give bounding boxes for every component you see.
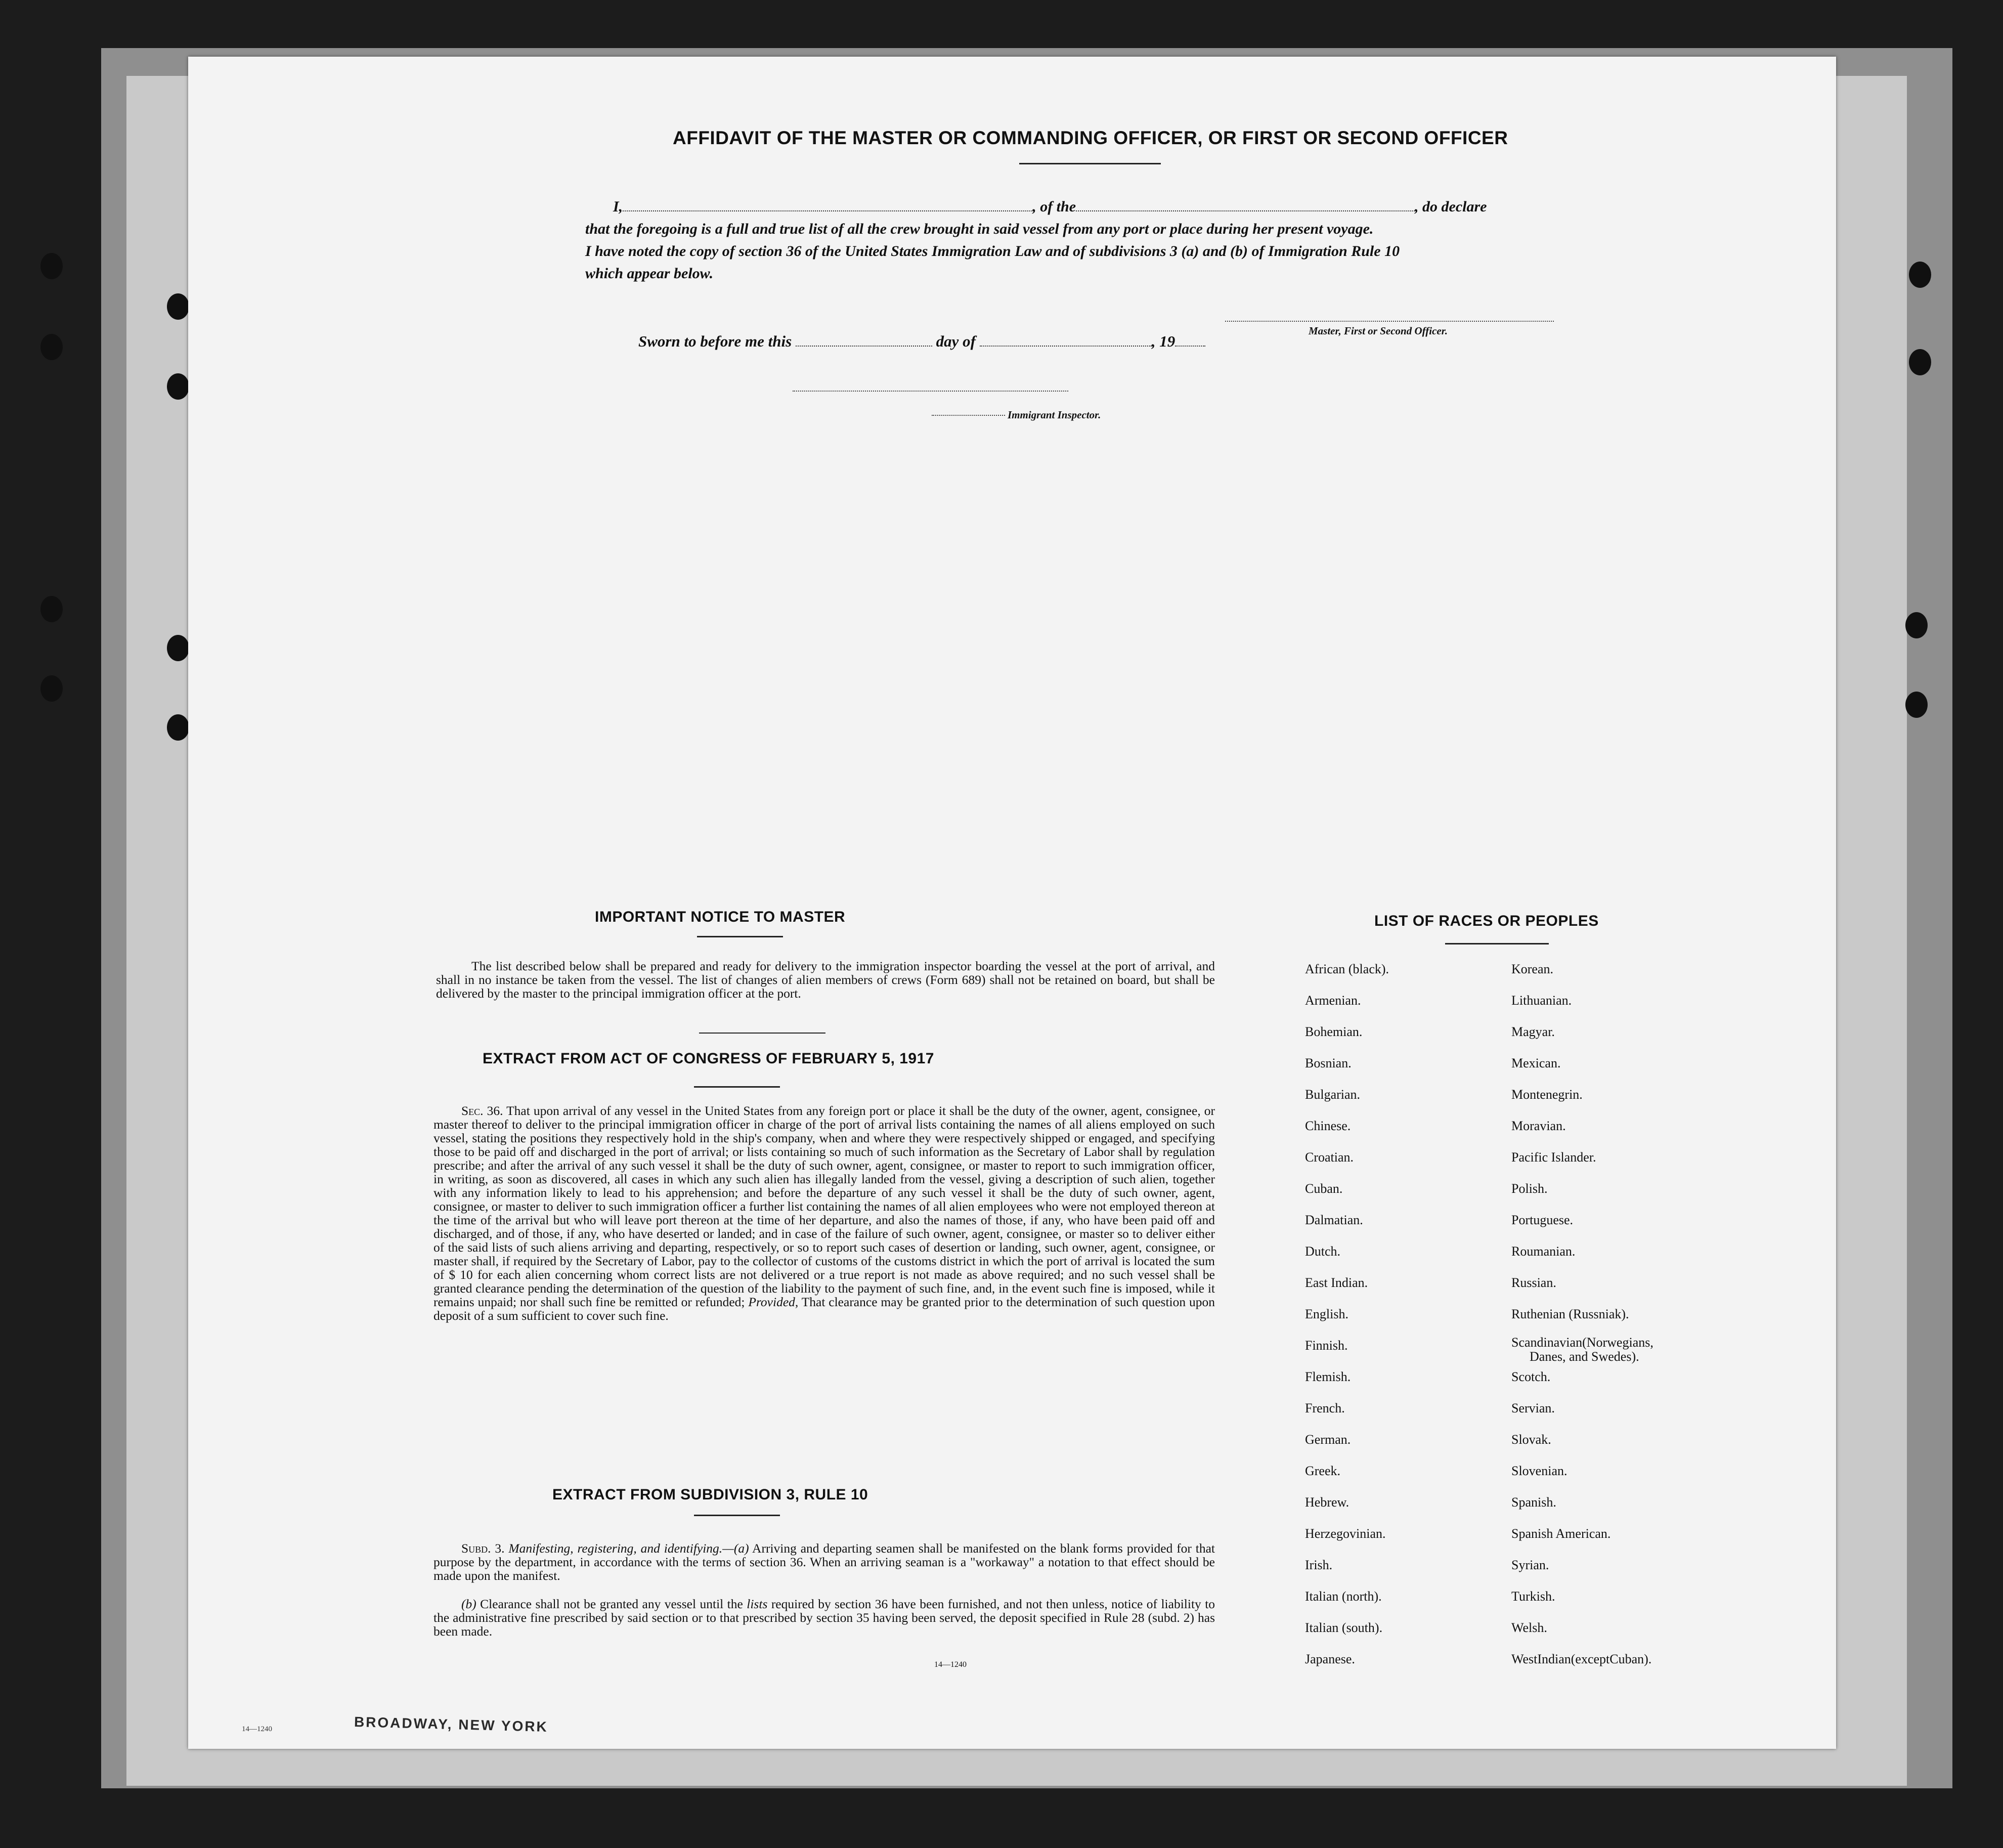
notice-title: IMPORTANT NOTICE TO MASTER: [595, 909, 846, 925]
rule10-b-text-2: required by section 36 have been furnished, and not then unless, notice of liability to the administrative fine prescribed by said section or to that prescribed by section 35 having been served, the deposit specified in Rule 28 (subd. 2) has been made.: [433, 1597, 1215, 1639]
act-provided-label: Provided,: [748, 1295, 799, 1309]
race-item: Portuguese.: [1511, 1213, 1574, 1227]
affidavit-title: AFFIDAVIT OF THE MASTER OR COMMANDING OFFICER, OR FIRST OR SECOND OFFICER: [673, 127, 1508, 148]
race-item: Bulgarian.: [1305, 1087, 1361, 1102]
race-item: Mexican.: [1511, 1056, 1561, 1070]
sworn-year-label: , 19: [1151, 332, 1175, 350]
race-item: Slovenian.: [1511, 1464, 1567, 1478]
act-provided-text: That clearance may be granted prior to the determination of such question upon deposit of a sum sufficient to cover such fine.: [433, 1295, 1215, 1323]
race-item: Cuban.: [1305, 1181, 1343, 1196]
race-item: Chinese.: [1305, 1119, 1351, 1133]
race-item: Dalmatian.: [1305, 1213, 1363, 1227]
form-number: 14—1240: [934, 1660, 967, 1669]
race-item: Magyar.: [1511, 1024, 1555, 1039]
declaration-line-4: which appear below.: [585, 265, 714, 282]
act-title: EXTRACT FROM ACT OF CONGRESS OF FEBRUARY 5, 1917: [483, 1050, 934, 1067]
notice-divider: [699, 1033, 825, 1034]
race-item: Italian (north).: [1305, 1589, 1382, 1604]
act-rule: [694, 1086, 780, 1088]
title-rule: [1019, 163, 1161, 164]
master-caption: Master, First or Second Officer.: [1309, 325, 1448, 337]
punch-hole: [167, 714, 189, 741]
punch-hole: [1905, 612, 1928, 638]
declaration-line-2: that the foregoing is a full and true list of all the crew brought in said vessel from any port or place during her present voyage.: [585, 221, 1374, 237]
race-item: Dutch.: [1305, 1244, 1341, 1259]
race-item: Finnish.: [1305, 1338, 1348, 1353]
race-item: Croatian.: [1305, 1150, 1354, 1165]
race-item: Polish.: [1511, 1181, 1548, 1196]
act-text: [433, 1104, 1215, 1322]
race-item: English.: [1305, 1307, 1348, 1321]
sworn-day-label: day of: [936, 332, 976, 350]
punch-hole: [167, 293, 189, 320]
race-item: African (black).: [1305, 962, 1389, 976]
punch-hole: [40, 334, 63, 360]
race-item: German.: [1305, 1432, 1351, 1447]
bottom-form-number: 14—1240: [242, 1725, 272, 1733]
name-field[interactable]: [623, 210, 1032, 211]
act-section-text: That upon arrival of any vessel in the United States from any foreign port or place it shall be the duty of the owner, agent, consignee, or master thereof to deliver to the principal immigration officer in charge of the port of arrival lists containing the names of all aliens employed on such vessel, stating the positions they respectively hold in the ship's company, when and where they were respectively shipped or engaged, and specifying those to be paid off and discharged in the port of arrival; or lists containing so much of such information as the Secretary of Labor shall by regulation prescribe; and after the arrival of any such vessel it shall be the duty of such owner, agent, consignee, or master to report to such immigration officer, in writing, as soon as discovered, all cases in which any such alien has illegally landed from the vessel, giving a description of such alien, together with any information likely to lead to his apprehension; and before the departure of any such vessel it shall be the duty of such owner, agent, consignee, or master to deliver to such immigration officer a further list containing the names of all alien employees who were not employed thereon at the time of the arrival but who will leave port thereon at the time of her departure, and also the names of those, if any, who have been paid off and discharged, and of those, if any, who have deserted or landed; and in case of the failure of such owner, agent, consignee, or master so to deliver either of the said lists of such aliens arriving and departing, respectively, or so to report such cases of desertion or landing, such owner, agent, consignee, or master shall, if required by the Secretary of Labor, pay to the collector of customs of the customs district in which the port of arrival is located the sum of $ 10 for each alien concerning whom correct lists are not delivered or a true report is not made as above required; and no such vessel shall be granted clearance pending the determination of the question of the liability to the payment of such fine, and, in the event such fine is imposed, while it remains unpaid; nor shall such fine be remitted or refunded;: [433, 1103, 1215, 1309]
race-item: Roumanian.: [1511, 1244, 1576, 1259]
declaration-i: I,: [613, 198, 623, 215]
race-item: Spanish American.: [1511, 1526, 1611, 1541]
race-item: WestIndian(exceptCuban).: [1511, 1652, 1652, 1666]
affidavit-declaration: [585, 196, 1749, 285]
punch-hole: [40, 675, 63, 702]
rule10-b-label: (b): [461, 1597, 476, 1611]
race-item: Irish.: [1305, 1558, 1333, 1572]
race-item: Welsh.: [1511, 1620, 1547, 1635]
races-title: LIST OF RACES OR PEOPLES: [1374, 913, 1599, 929]
rule10-subd-b: [433, 1597, 1215, 1638]
race-item: Armenian.: [1305, 993, 1361, 1008]
race-item: East Indian.: [1305, 1275, 1368, 1290]
race-item: Hebrew.: [1305, 1495, 1349, 1510]
race-item: Lithuanian.: [1511, 993, 1572, 1008]
race-item: Bohemian.: [1305, 1024, 1363, 1039]
inspector-signature-line[interactable]: [793, 391, 1068, 392]
affidavit-page: [188, 57, 1836, 1749]
rule10-subd-a-text: Arriving and departing seamen shall be manifested on the blank forms provided for that purpose by the department, in accordance with the terms of section 36. When an arriving seaman is a "workaway" a notation to that effect should be made upon the manifest.: [433, 1541, 1215, 1583]
race-item: Scandinavian(Norwegians,: [1511, 1335, 1653, 1350]
declaration-of: , of the: [1032, 198, 1076, 215]
sworn-year-field[interactable]: [1175, 346, 1205, 347]
race-item-continued: Danes, and Swedes).: [1530, 1349, 1639, 1364]
punch-hole: [1909, 262, 1931, 288]
declaration-line-3: I have noted the copy of section 36 of the United States Immigration Law and of subdivisions 3 (a) and (b) of Immigration Rule 10: [585, 243, 1400, 260]
race-item: Flemish.: [1305, 1369, 1351, 1384]
race-item: Korean.: [1511, 962, 1554, 976]
races-rule: [1445, 943, 1549, 944]
sworn-month-field[interactable]: [980, 346, 1152, 347]
inspector-caption-line: [932, 415, 1005, 416]
sworn-prefix: Sworn to before me this: [638, 332, 792, 350]
race-item: French.: [1305, 1401, 1345, 1415]
rule10-b-text-1: Clearance shall not be granted any vessel until the: [480, 1597, 743, 1611]
race-item: Turkish.: [1511, 1589, 1555, 1604]
punch-hole: [1909, 349, 1931, 375]
race-item: Moravian.: [1511, 1119, 1566, 1133]
race-item: Pacific Islander.: [1511, 1150, 1596, 1165]
rule10-subd-a: [433, 1541, 1215, 1582]
race-item: Spanish.: [1511, 1495, 1556, 1510]
race-item: Montenegrin.: [1511, 1087, 1583, 1102]
bottom-printer-imprint: BROADWAY, NEW YORK: [354, 1713, 549, 1735]
rule10-rule: [694, 1515, 780, 1516]
master-signature-line[interactable]: [1225, 321, 1554, 322]
race-item: Scotch.: [1511, 1369, 1551, 1384]
race-item: Ruthenian (Russniak).: [1511, 1307, 1629, 1321]
punch-hole: [40, 596, 63, 622]
sworn-day-field[interactable]: [796, 346, 932, 347]
rule10-title: EXTRACT FROM SUBDIVISION 3, RULE 10: [552, 1486, 868, 1503]
vessel-field[interactable]: [1076, 210, 1415, 211]
rule10-subd-heading: Manifesting, registering, and identifying.—(a): [508, 1541, 749, 1556]
race-item: Slovak.: [1511, 1432, 1551, 1447]
race-item: Russian.: [1511, 1275, 1556, 1290]
race-item: Syrian.: [1511, 1558, 1549, 1572]
declaration-declare: , do declare: [1415, 198, 1487, 215]
declaration-line-1: [585, 196, 1749, 218]
race-item: Japanese.: [1305, 1652, 1355, 1666]
notice-text: The list described below shall be prepared and ready for delivery to the immigration inspector boarding the vessel at the port of arrival, and shall in no instance be taken from the vessel. The list of changes of alien members of crews (Form 689) shall not be retained on board, but shall be delivered by the master to the principal immigration officer at the port.: [436, 959, 1215, 1001]
race-item: Herzegovinian.: [1305, 1526, 1386, 1541]
race-item: Greek.: [1305, 1464, 1341, 1478]
race-item: Servian.: [1511, 1401, 1555, 1415]
act-section-label: Sec. 36.: [461, 1103, 503, 1118]
notice-rule: [697, 936, 783, 937]
race-item: Italian (south).: [1305, 1620, 1383, 1635]
inspector-caption: Immigrant Inspector.: [1008, 409, 1101, 421]
sworn-line: [638, 332, 1205, 351]
punch-hole: [167, 635, 189, 661]
punch-hole: [1905, 692, 1928, 718]
rule10-subd-label: Subd. 3.: [461, 1541, 505, 1556]
rule10-lists-word: lists: [747, 1597, 768, 1611]
punch-hole: [40, 253, 63, 279]
punch-hole: [167, 373, 189, 400]
race-item: Bosnian.: [1305, 1056, 1352, 1070]
